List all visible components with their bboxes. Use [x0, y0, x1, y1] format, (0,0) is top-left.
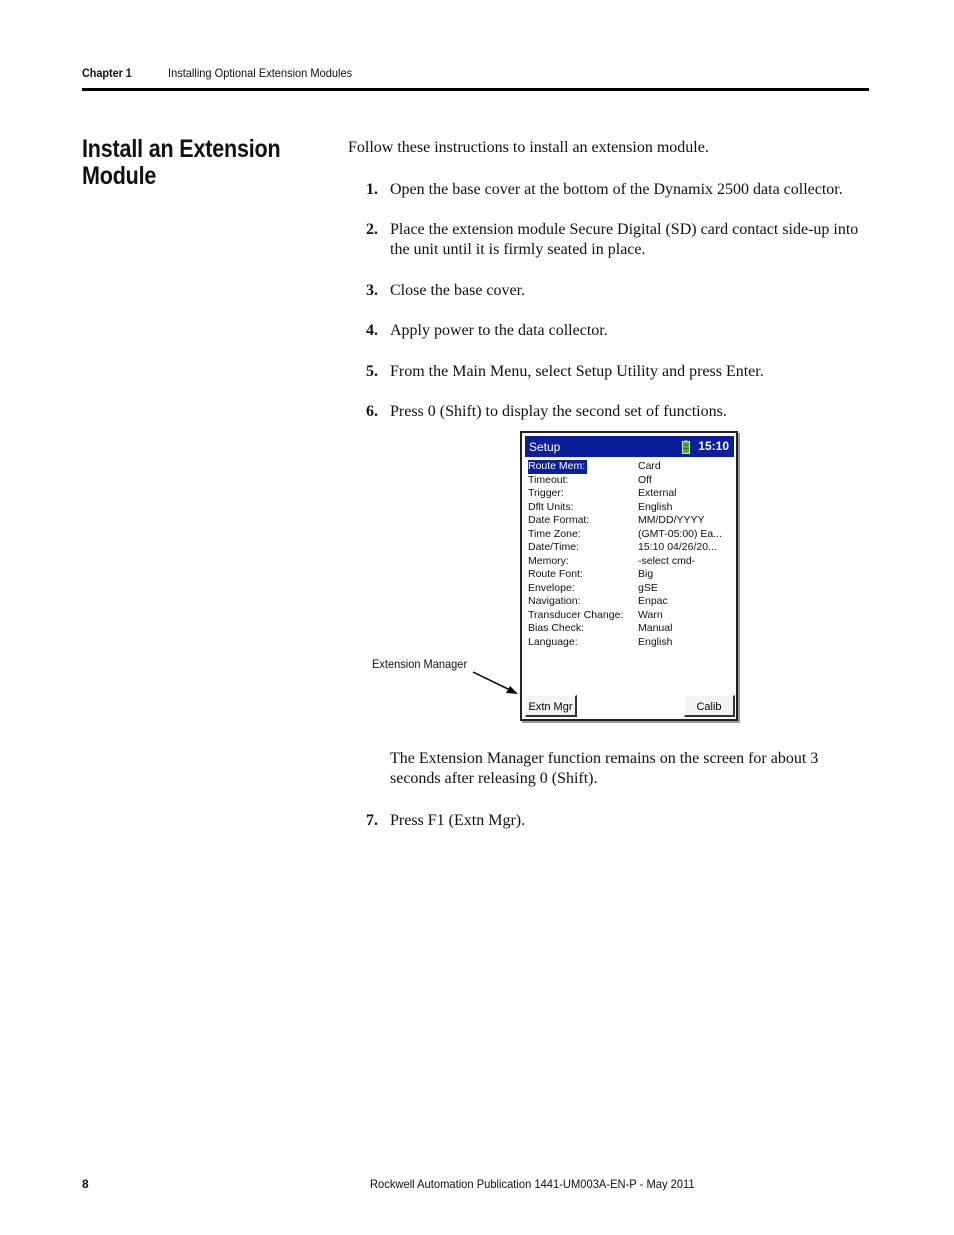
setting-label: Dflt Units:	[528, 500, 574, 513]
header-rule	[82, 88, 869, 91]
setting-label: Envelope:	[528, 581, 575, 594]
setting-label: Memory:	[528, 554, 569, 567]
setting-label: Trigger:	[528, 487, 564, 499]
setting-row[interactable]	[528, 474, 734, 488]
setting-row[interactable]	[528, 568, 734, 582]
setting-row[interactable]	[528, 622, 734, 636]
intro-text: Follow these instructions to install an extension module.	[348, 139, 709, 156]
setting-row[interactable]	[528, 528, 734, 542]
setting-label: Transducer Change:	[528, 608, 624, 621]
step-number: 7.	[366, 812, 378, 829]
screen-title: Setup	[529, 440, 561, 454]
step-5	[366, 362, 866, 382]
setting-row[interactable]	[528, 460, 734, 474]
setting-row[interactable]	[528, 487, 734, 501]
battery-icon	[682, 440, 690, 457]
step-text: Press 0 (Shift) to display the second set of functions.	[390, 403, 727, 420]
step-text: Open the base cover at the bottom of the Dynamix 2500 data collector.	[390, 181, 843, 198]
step-number: 5.	[366, 363, 378, 380]
device-screen	[520, 431, 738, 721]
setting-label: Bias Check:	[528, 622, 585, 634]
setting-value: Warn	[638, 608, 663, 621]
step-6	[366, 402, 866, 422]
step-number: 6.	[366, 403, 378, 420]
screen-clock: 15:10	[698, 439, 729, 453]
setting-value: 15:10 04/26/20...	[638, 541, 717, 553]
setting-label: Navigation:	[528, 595, 581, 607]
setting-row[interactable]	[528, 541, 734, 555]
setting-value: -select cmd-	[638, 554, 696, 567]
step-3	[366, 281, 866, 301]
callout-arrow-icon	[470, 668, 522, 698]
setting-value: Manual	[638, 622, 673, 634]
step-7	[366, 811, 866, 831]
setting-value: gSE	[638, 581, 658, 594]
setting-value: English	[638, 500, 673, 513]
step-text: Press F1 (Extn Mgr).	[390, 812, 526, 829]
step-text: Place the extension module Secure Digital (SD) card contact side-up into the unit until it is firmly seated in place.	[390, 221, 859, 258]
setting-label: Time Zone:	[528, 527, 581, 540]
setting-value: MM/DD/YYYY	[638, 514, 705, 526]
setting-value: Big	[638, 568, 654, 580]
extn-mgr-softkey[interactable]: Extn Mgr	[525, 695, 577, 717]
step-text: Apply power to the data collector.	[390, 322, 608, 339]
screen-title-bar	[525, 436, 734, 457]
setting-label: Route Mem:	[528, 460, 586, 472]
setting-row[interactable]	[528, 582, 734, 596]
section-title: Install an Extension Module	[82, 135, 281, 190]
step-number: 3.	[366, 282, 378, 299]
step-text: Close the base cover.	[390, 282, 526, 299]
chapter-label: Chapter 1	[82, 66, 132, 80]
callout-label: Extension Manager	[372, 657, 468, 671]
page-number: 8	[82, 1177, 89, 1191]
setting-row[interactable]	[528, 609, 734, 623]
setting-label: Date/Time:	[528, 541, 579, 553]
setting-label: Language:	[528, 635, 578, 648]
note-text: The Extension Manager function remains on the screen for about 3 seconds after releasing 0 (Shift).	[390, 750, 819, 787]
setting-value: (GMT-05:00) Ea...	[638, 527, 723, 540]
setting-row[interactable]	[528, 636, 734, 650]
chapter-title: Installing Optional Extension Modules	[168, 66, 353, 80]
setting-value: Card	[638, 460, 661, 472]
step-number: 1.	[366, 181, 378, 198]
setting-value: Enpac	[638, 595, 668, 607]
publication-info: Rockwell Automation Publication 1441-UM003A-EN-P - May 2011	[370, 1177, 695, 1191]
setting-row[interactable]	[528, 501, 734, 515]
setting-row[interactable]	[528, 595, 734, 609]
setting-value: External	[638, 487, 677, 499]
calib-softkey[interactable]: Calib	[684, 695, 735, 717]
setting-value: Off	[638, 473, 652, 486]
step-4	[366, 321, 866, 341]
step-2	[366, 220, 866, 260]
settings-list	[528, 460, 734, 649]
setting-row[interactable]	[528, 514, 734, 528]
setting-label: Date Format:	[528, 514, 590, 526]
setting-row[interactable]	[528, 555, 734, 569]
step-number: 4.	[366, 322, 378, 339]
setting-label: Route Font:	[528, 568, 583, 580]
setting-value: English	[638, 635, 673, 648]
setting-label: Timeout:	[528, 473, 569, 486]
step-text: From the Main Menu, select Setup Utility and press Enter.	[390, 363, 764, 380]
step-1	[366, 180, 866, 200]
step-number: 2.	[366, 221, 378, 238]
